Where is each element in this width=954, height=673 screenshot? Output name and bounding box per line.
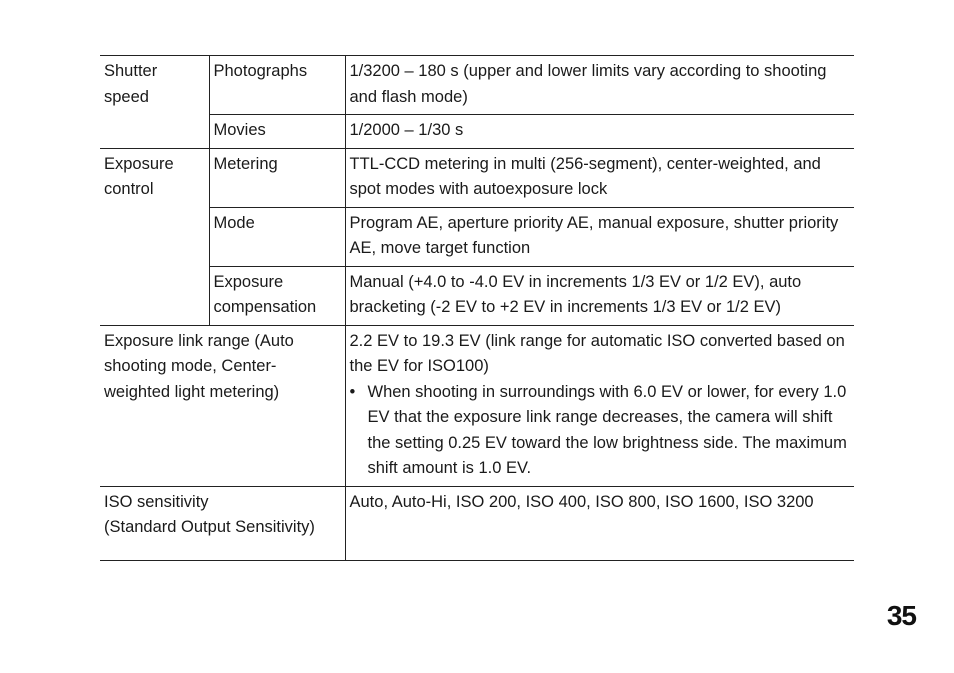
exposure-link-range-note <box>350 380 851 482</box>
exposure-control-category: Exposure control <box>100 148 209 325</box>
iso-sensitivity-label-line1: ISO sensitivity <box>104 492 209 511</box>
movies-value: 1/2000 – 1/30 s <box>345 115 854 149</box>
iso-sensitivity-label-line2: (Standard Output Sensitivity) <box>104 518 315 536</box>
metering-value: TTL-CCD metering in multi (256-segment), center-weighted, and spot modes with autoexposure lock <box>345 148 854 207</box>
photographs-value: 1/3200 – 180 s (upper and lower limits vary according to shooting and flash mode) <box>345 56 854 115</box>
iso-sensitivity-label <box>100 486 345 560</box>
mode-value: Program AE, aperture priority AE, manual exposure, shutter priority AE, move target function <box>345 207 854 266</box>
table-row-exposure-link-range <box>100 325 854 486</box>
bullet-icon: • <box>349 382 356 401</box>
exposure-link-range-label: Exposure link range (Auto shooting mode, Center-weighted light metering) <box>100 325 345 486</box>
table-row-exposure-compensation <box>100 266 854 325</box>
table-row-exposure-metering <box>100 148 854 207</box>
exposure-link-range-note-text: When shooting in surroundings with 6.0 EV or lower, for every 1.0 EV that the exposure link range decreases, the camera will shift the setting 0.25 EV toward the low brightness side. The maximum shift amount is 1.0 EV. <box>367 382 847 477</box>
photographs-label: Photographs <box>209 56 345 115</box>
exposure-link-range-value: 2.2 EV to 19.3 EV (link range for automatic ISO converted based on the EV for ISO100) <box>349 331 845 375</box>
specifications-table <box>100 55 854 561</box>
table-row-exposure-mode <box>100 207 854 266</box>
page-number: 35 <box>886 600 916 631</box>
exposure-compensation-value: Manual (+4.0 to -4.0 EV in increments 1/3 EV or 1/2 EV), auto bracketing (-2 EV to +2 EV in increments 1/3 EV or 1/2 EV) <box>345 266 854 325</box>
iso-sensitivity-value: Auto, Auto-Hi, ISO 200, ISO 400, ISO 800, ISO 1600, ISO 3200 <box>345 486 854 560</box>
mode-label: Mode <box>209 207 345 266</box>
table-row-iso-sensitivity <box>100 486 854 560</box>
metering-label: Metering <box>209 148 345 207</box>
exposure-compensation-label: Exposure compensation <box>209 266 345 325</box>
exposure-link-range-cell <box>345 325 854 486</box>
movies-label: Movies <box>209 115 345 149</box>
table-row-shutter-movies <box>100 115 854 149</box>
table-row-shutter-photographs <box>100 56 854 115</box>
shutter-speed-category: Shutter speed <box>100 56 209 149</box>
